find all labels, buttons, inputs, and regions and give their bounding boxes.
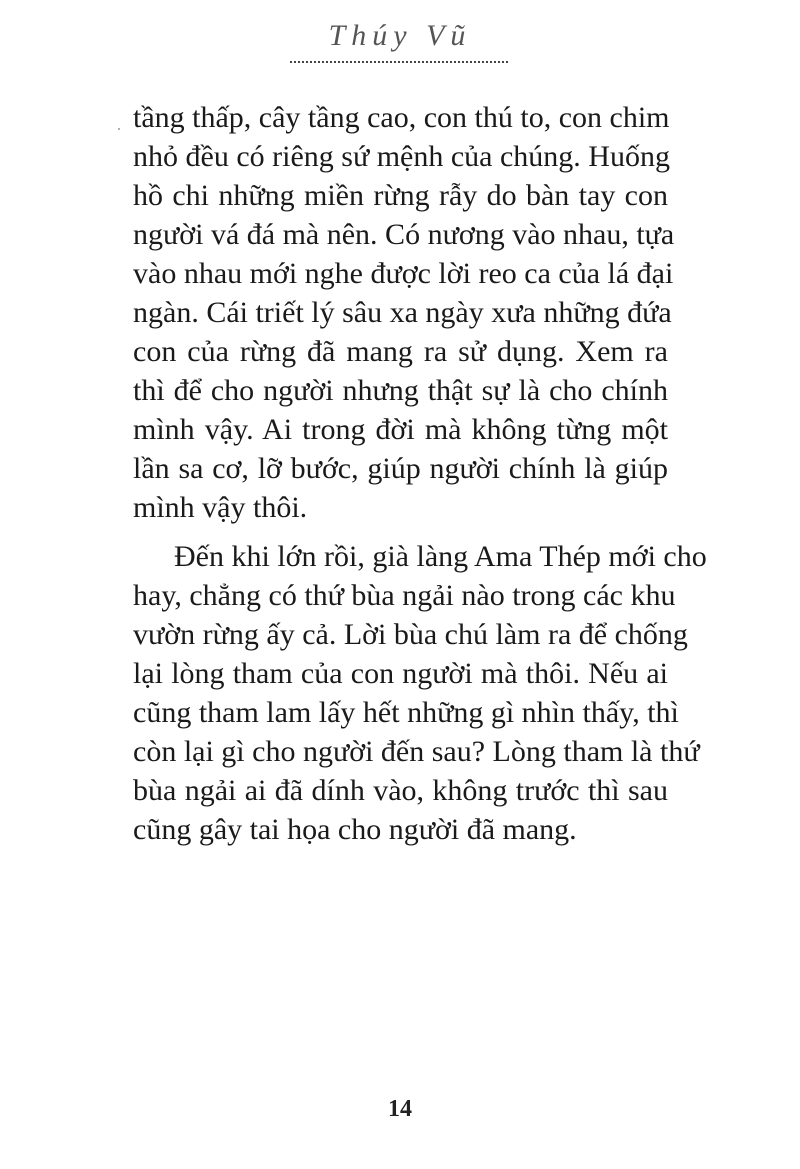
paragraph-2 <box>133 537 707 849</box>
page-number: 14 <box>388 1096 412 1122</box>
text-line: hay, chẳng có thứ bùa ngải nào trong các khu <box>133 579 676 612</box>
text-line: thì để cho người nhưng thật sự là cho chính <box>133 374 668 407</box>
text-line: lần sa cơ, lỡ bước, giúp người chính là giúp <box>133 452 668 485</box>
text-line: mình vậy. Ai trong đời mà không từng một <box>133 413 668 446</box>
text-line: vườn rừng ấy cả. Lời bùa chú làm ra để chống <box>133 618 688 651</box>
text-line: hồ chi những miền rừng rẫy do bàn tay con <box>133 179 668 212</box>
text-line: cũng tham lam lấy hết những gì nhìn thấy, thì <box>133 696 679 729</box>
running-header <box>0 18 800 54</box>
author-name: Thúy Vũ <box>328 19 472 52</box>
text-line: cũng gây tai họa cho người đã mang. <box>133 813 577 846</box>
scan-speck <box>118 128 120 130</box>
text-line: con của rừng đã mang ra sử dụng. Xem ra <box>133 335 668 368</box>
text-line: ngàn. Cái triết lý sâu xa ngày xưa những đứa <box>133 296 672 329</box>
text-line: Đến khi lớn rồi, già làng Ama Thép mới cho <box>174 540 707 573</box>
text-line: lại lòng tham của con người mà thôi. Nếu ai <box>133 657 668 690</box>
text-line: mình vậy thôi. <box>133 491 308 524</box>
page-body <box>133 98 707 849</box>
header-dotted-rule <box>290 61 508 63</box>
text-line: bùa ngải ai đã dính vào, không trước thì sau <box>133 774 668 807</box>
text-line: còn lại gì cho người đến sau? Lòng tham là thứ <box>133 735 700 768</box>
text-line: vào nhau mới nghe được lời reo ca của lá đại <box>133 257 674 290</box>
paragraph-1 <box>133 98 675 527</box>
text-line: người vá đá mà nên. Có nương vào nhau, tựa <box>133 218 675 251</box>
text-line: tầng thấp, cây tầng cao, con thú to, con chim <box>133 101 670 134</box>
text-line: nhỏ đều có riêng sứ mệnh của chúng. Huống <box>133 140 670 173</box>
